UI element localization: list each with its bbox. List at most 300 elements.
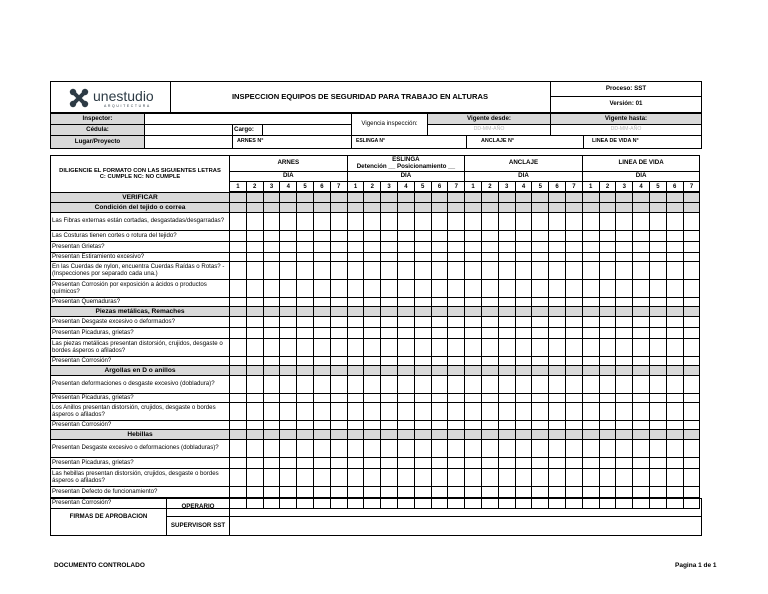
check-cell[interactable] [296,338,314,357]
question-row-label: Presentan Corrosión por exposición a ácidos o productos químicos? [50,279,230,298]
check-cell[interactable] [363,338,381,357]
check-cell[interactable] [330,338,348,357]
check-cell[interactable] [649,279,667,298]
check-cell[interactable] [481,375,499,394]
check-cell[interactable] [666,261,684,280]
day-number-3-3: 4 [632,181,650,192]
check-cell[interactable] [582,375,600,394]
check-cell[interactable] [246,468,264,487]
check-cell[interactable] [380,279,398,298]
check-cell[interactable] [649,402,667,421]
check-cell[interactable] [296,261,314,280]
check-cell[interactable] [431,439,449,458]
check-cell[interactable] [279,402,297,421]
day-number-0-2: 3 [263,181,281,192]
check-cell[interactable] [363,261,381,280]
check-cell[interactable] [632,338,650,357]
logo-tagline: ARQUITECTURA [104,104,151,108]
check-cell[interactable] [229,212,247,231]
check-cell[interactable] [683,338,701,357]
check-cell[interactable] [363,279,381,298]
check-cell[interactable] [447,338,465,357]
vigente-desde-label: Vigente desde: [427,113,551,125]
check-cell[interactable] [397,279,415,298]
check-cell[interactable] [414,338,432,357]
eslinga-no-label: ESLINGA N° [351,135,467,149]
question-row-label: En las Cuerdas de nylon, encuentra Cuerdas Raídas o Rotas? - (Inspecciones por separado cada una.) [50,261,230,280]
check-cell[interactable] [246,338,264,357]
check-cell[interactable] [666,439,684,458]
check-cell[interactable] [347,402,365,421]
check-cell[interactable] [447,439,465,458]
day-number-3-0: 1 [582,181,600,192]
check-cell[interactable] [431,402,449,421]
check-cell[interactable] [397,338,415,357]
day-number-1-2: 3 [380,181,398,192]
check-cell[interactable] [565,279,583,298]
check-cell[interactable] [666,338,684,357]
group-dia-0: DIA [229,171,348,182]
day-number-3-6: 7 [683,181,701,192]
check-cell[interactable] [279,279,297,298]
question-row-label: Presentan Corrosión? [50,420,230,430]
vigente-hasta-field[interactable]: DD-MM-AÑO [550,124,702,136]
check-cell[interactable] [229,402,247,421]
check-cell[interactable] [582,468,600,487]
vigente-desde-field[interactable]: DD-MM-AÑO [427,124,551,136]
check-cell[interactable] [683,468,701,487]
day-number-2-2: 3 [498,181,516,192]
check-cell[interactable] [548,279,566,298]
check-cell[interactable] [447,402,465,421]
check-cell[interactable] [229,375,247,394]
section-header: Piezas metálicas, Remaches [50,306,230,317]
day-number-0-4: 5 [296,181,314,192]
check-cell[interactable] [632,375,650,394]
logo-text: unestudio [93,88,154,104]
check-cell[interactable] [414,439,432,458]
check-cell[interactable] [447,468,465,487]
check-cell[interactable] [632,402,650,421]
check-cell[interactable] [683,402,701,421]
check-cell[interactable] [515,261,533,280]
check-cell[interactable] [246,439,264,458]
check-cell[interactable] [615,212,633,231]
check-cell[interactable] [229,439,247,458]
check-cell[interactable] [279,261,297,280]
check-cell[interactable] [229,279,247,298]
check-cell[interactable] [397,375,415,394]
check-cell[interactable] [296,212,314,231]
check-cell[interactable] [599,338,617,357]
check-cell[interactable] [531,375,549,394]
check-cell[interactable] [263,279,281,298]
day-number-3-1: 2 [599,181,617,192]
check-cell[interactable] [330,402,348,421]
check-cell[interactable] [296,375,314,394]
check-cell[interactable] [498,468,516,487]
check-cell[interactable] [666,402,684,421]
check-cell[interactable] [246,402,264,421]
check-cell[interactable] [279,338,297,357]
linea-no-label: LINEA DE VIDA N° [583,135,702,149]
check-cell[interactable] [246,261,264,280]
check-cell[interactable] [548,468,566,487]
section-header: Hebillas [50,429,230,440]
version-label: Versión: 01 [550,96,702,113]
check-cell[interactable] [347,338,365,357]
check-cell[interactable] [683,212,701,231]
check-cell[interactable] [632,439,650,458]
check-cell[interactable] [632,261,650,280]
supervisor-label: SUPERVISOR SST [166,516,230,536]
check-cell[interactable] [414,468,432,487]
check-cell[interactable] [447,279,465,298]
arnes-no-label: ARNES N° [232,135,352,149]
question-row-label: Los Anillos presentan distorsión, crujidos, desgaste o bordes ásperos o afilados? [50,402,230,421]
check-cell[interactable] [565,212,583,231]
check-cell[interactable] [380,402,398,421]
check-cell[interactable] [615,375,633,394]
check-cell[interactable] [582,212,600,231]
cedula-label: Cédula: [50,124,145,136]
check-cell[interactable] [498,439,516,458]
check-cell[interactable] [498,279,516,298]
check-cell[interactable] [263,212,281,231]
check-cell[interactable] [531,468,549,487]
question-row-label: Presentan Picaduras, grietas? [50,457,230,469]
check-cell[interactable] [347,439,365,458]
section-header: Argollas en D o anillos [50,365,230,376]
check-cell[interactable] [363,468,381,487]
check-cell[interactable] [347,212,365,231]
lugar-label: Lugar/Proyecto [50,135,145,149]
check-cell[interactable] [548,338,566,357]
check-cell[interactable] [313,468,331,487]
check-cell[interactable] [481,279,499,298]
check-cell[interactable] [380,212,398,231]
group-title-1: ESLINGA Detención __ Posicionamiento __ [347,155,466,172]
check-cell[interactable] [380,375,398,394]
check-cell[interactable] [615,338,633,357]
check-cell[interactable] [649,375,667,394]
check-cell[interactable] [363,439,381,458]
day-number-2-0: 1 [464,181,482,192]
check-cell[interactable] [531,338,549,357]
check-cell[interactable] [397,439,415,458]
check-cell[interactable] [447,212,465,231]
day-number-0-0: 1 [229,181,247,192]
question-row-label: Presentan deformaciones o desgaste excesivo (dobladura)? [50,375,230,394]
check-cell[interactable] [531,439,549,458]
question-row-label: Las hebillas presentan distorsión, crujidos, desgaste o bordes ásperos o afilados? [50,468,230,487]
check-cell[interactable] [481,338,499,357]
check-cell[interactable] [229,338,247,357]
question-row-label: Presentan Corrosión? [50,497,230,509]
check-cell[interactable] [531,261,549,280]
check-cell[interactable] [313,439,331,458]
check-cell[interactable] [498,338,516,357]
check-cell[interactable] [414,375,432,394]
check-cell[interactable] [363,212,381,231]
proceso-label: Proceso: SST [550,81,702,97]
check-cell[interactable] [330,439,348,458]
check-cell[interactable] [582,338,600,357]
check-cell[interactable] [263,375,281,394]
check-cell[interactable] [414,212,432,231]
check-cell[interactable] [414,261,432,280]
check-cell[interactable] [330,261,348,280]
footer-documento-controlado: DOCUMENTO CONTROLADO [54,562,145,569]
check-cell[interactable] [447,375,465,394]
check-cell[interactable] [565,375,583,394]
vigente-hasta-label: Vigente hasta: [550,113,702,125]
check-cell[interactable] [380,338,398,357]
question-row-label: Presentan Defecto de funcionamiento? [50,486,230,498]
check-cell[interactable] [548,261,566,280]
group-dia-3: DIA [582,171,701,182]
check-cell[interactable] [380,261,398,280]
check-cell[interactable] [246,375,264,394]
check-cell[interactable] [599,468,617,487]
check-cell[interactable] [279,212,297,231]
question-row-label: Las piezas metálicas presentan distorsión, crujidos, desgaste o bordes ásperos o afilados? [50,338,230,357]
check-cell[interactable] [632,212,650,231]
check-cell[interactable] [615,261,633,280]
supervisor-signature-field[interactable] [229,516,702,536]
check-cell[interactable] [330,212,348,231]
check-cell[interactable] [464,212,482,231]
check-cell[interactable] [548,439,566,458]
check-cell[interactable] [548,375,566,394]
question-row-label: Presentan Desgaste excesivo o deformados? [50,316,230,328]
check-cell[interactable] [414,279,432,298]
check-cell[interactable] [313,375,331,394]
check-cell[interactable] [531,279,549,298]
check-cell[interactable] [615,439,633,458]
check-cell[interactable] [649,212,667,231]
check-cell[interactable] [347,375,365,394]
check-cell[interactable] [666,468,684,487]
inspector-label: Inspector: [50,113,145,125]
firmas-label: FIRMAS DE APROBACION [50,498,167,536]
day-number-0-1: 2 [246,181,264,192]
check-cell[interactable] [481,468,499,487]
check-cell[interactable] [649,261,667,280]
operario-label: OPERARIO [166,498,230,517]
check-cell[interactable] [397,468,415,487]
form-title: INSPECCION EQUIPOS DE SEGURIDAD PARA TRABAJO EN ALTURAS [170,81,551,113]
check-cell[interactable] [296,439,314,458]
check-cell[interactable] [464,439,482,458]
check-cell[interactable] [515,279,533,298]
check-cell[interactable] [599,439,617,458]
check-cell[interactable] [666,212,684,231]
check-cell[interactable] [548,402,566,421]
check-cell[interactable] [615,402,633,421]
check-cell[interactable] [263,468,281,487]
check-cell[interactable] [431,468,449,487]
day-number-2-6: 7 [565,181,583,192]
check-cell[interactable] [582,402,600,421]
check-cell[interactable] [229,261,247,280]
check-cell[interactable] [565,439,583,458]
check-cell[interactable] [498,402,516,421]
day-number-3-4: 5 [649,181,667,192]
check-cell[interactable] [431,279,449,298]
check-cell[interactable] [599,402,617,421]
question-row-label: Las Costuras tienen cortes o rotura del tejido? [50,230,230,242]
check-cell[interactable] [599,375,617,394]
check-cell[interactable] [330,279,348,298]
check-cell[interactable] [481,212,499,231]
check-cell[interactable] [363,375,381,394]
check-cell[interactable] [515,439,533,458]
check-cell[interactable] [666,375,684,394]
check-cell[interactable] [582,279,600,298]
check-cell[interactable] [531,402,549,421]
check-cell[interactable] [447,261,465,280]
day-number-2-1: 2 [481,181,499,192]
check-cell[interactable] [615,468,633,487]
check-cell[interactable] [498,261,516,280]
check-cell[interactable] [481,402,499,421]
check-cell[interactable] [464,261,482,280]
check-cell[interactable] [515,375,533,394]
check-cell[interactable] [263,402,281,421]
check-cell[interactable] [464,338,482,357]
vigencia-label: Vigencia inspección: [351,113,428,136]
check-cell[interactable] [363,402,381,421]
check-cell[interactable] [313,338,331,357]
day-number-1-6: 7 [447,181,465,192]
question-row-label: Presentan Grietas? [50,241,230,253]
check-cell[interactable] [481,261,499,280]
check-cell[interactable] [380,468,398,487]
day-number-1-5: 6 [431,181,449,192]
check-cell[interactable] [515,212,533,231]
operario-signature-field[interactable] [229,498,702,517]
logo-cell [50,81,171,113]
check-cell[interactable] [279,468,297,487]
check-cell[interactable] [599,261,617,280]
check-cell[interactable] [599,212,617,231]
day-number-2-5: 6 [548,181,566,192]
check-cell[interactable] [296,402,314,421]
check-cell[interactable] [263,338,281,357]
check-cell[interactable] [431,212,449,231]
check-cell[interactable] [464,279,482,298]
check-cell[interactable] [531,212,549,231]
day-number-1-1: 2 [363,181,381,192]
group-title-2: ANCLAJE [464,155,583,172]
check-cell[interactable] [313,261,331,280]
question-row-label: Presentan Desgaste excesivo o deformaciones (dobladuras)? [50,439,230,458]
check-cell[interactable] [330,468,348,487]
check-cell[interactable] [649,468,667,487]
legend-instructions: DILIGENCIE EL FORMATO CON LAS SIGUIENTES LETRAS C: CUMPLE NC: NO CUMPLE [50,155,230,193]
check-cell[interactable] [683,279,701,298]
group-dia-2: DIA [464,171,583,182]
check-cell[interactable] [431,375,449,394]
check-cell[interactable] [632,468,650,487]
day-number-3-5: 6 [666,181,684,192]
check-cell[interactable] [263,261,281,280]
check-cell[interactable] [464,468,482,487]
check-cell[interactable] [380,439,398,458]
check-cell[interactable] [347,468,365,487]
check-cell[interactable] [330,375,348,394]
day-number-1-0: 1 [347,181,365,192]
check-cell[interactable] [565,468,583,487]
check-cell[interactable] [498,375,516,394]
anclaje-no-label: ANCLAJE N° [466,135,584,149]
check-cell[interactable] [313,212,331,231]
check-cell[interactable] [279,375,297,394]
section-header: Condición del tejido o correa [50,202,230,213]
check-cell[interactable] [347,279,365,298]
check-cell[interactable] [548,212,566,231]
check-cell[interactable] [582,261,600,280]
check-cell[interactable] [649,439,667,458]
check-cell[interactable] [313,402,331,421]
check-cell[interactable] [246,212,264,231]
check-cell[interactable] [565,261,583,280]
footer-pagina: Pagina 1 de 1 [675,562,717,569]
check-cell[interactable] [397,261,415,280]
check-cell[interactable] [481,439,499,458]
check-cell[interactable] [515,338,533,357]
check-cell[interactable] [229,468,247,487]
question-row-label: Presentan Picaduras, grietas? [50,393,230,403]
check-cell[interactable] [565,338,583,357]
check-cell[interactable] [397,402,415,421]
day-number-1-3: 4 [397,181,415,192]
check-cell[interactable] [649,338,667,357]
check-cell[interactable] [279,439,297,458]
question-row-label: Presentan Corrosión? [50,356,230,366]
day-number-1-4: 5 [414,181,432,192]
check-cell[interactable] [666,279,684,298]
check-cell[interactable] [683,375,701,394]
check-cell[interactable] [599,279,617,298]
check-cell[interactable] [296,279,314,298]
check-cell[interactable] [565,402,583,421]
check-cell[interactable] [431,338,449,357]
group-title-3: LINEA DE VIDA [582,155,701,172]
check-cell[interactable] [464,402,482,421]
check-cell[interactable] [683,261,701,280]
check-cell[interactable] [246,279,264,298]
check-cell[interactable] [515,402,533,421]
check-cell[interactable] [296,468,314,487]
check-cell[interactable] [397,212,415,231]
check-cell[interactable] [632,279,650,298]
check-cell[interactable] [498,212,516,231]
check-cell[interactable] [313,279,331,298]
check-cell[interactable] [431,261,449,280]
question-row-label: Presentan Estiramiento excesivo? [50,252,230,262]
check-cell[interactable] [582,439,600,458]
check-cell[interactable] [683,439,701,458]
check-cell[interactable] [464,375,482,394]
check-cell[interactable] [263,439,281,458]
lugar-field[interactable] [144,135,233,149]
check-cell[interactable] [347,261,365,280]
check-cell[interactable] [515,468,533,487]
check-cell[interactable] [615,279,633,298]
check-cell[interactable] [414,402,432,421]
